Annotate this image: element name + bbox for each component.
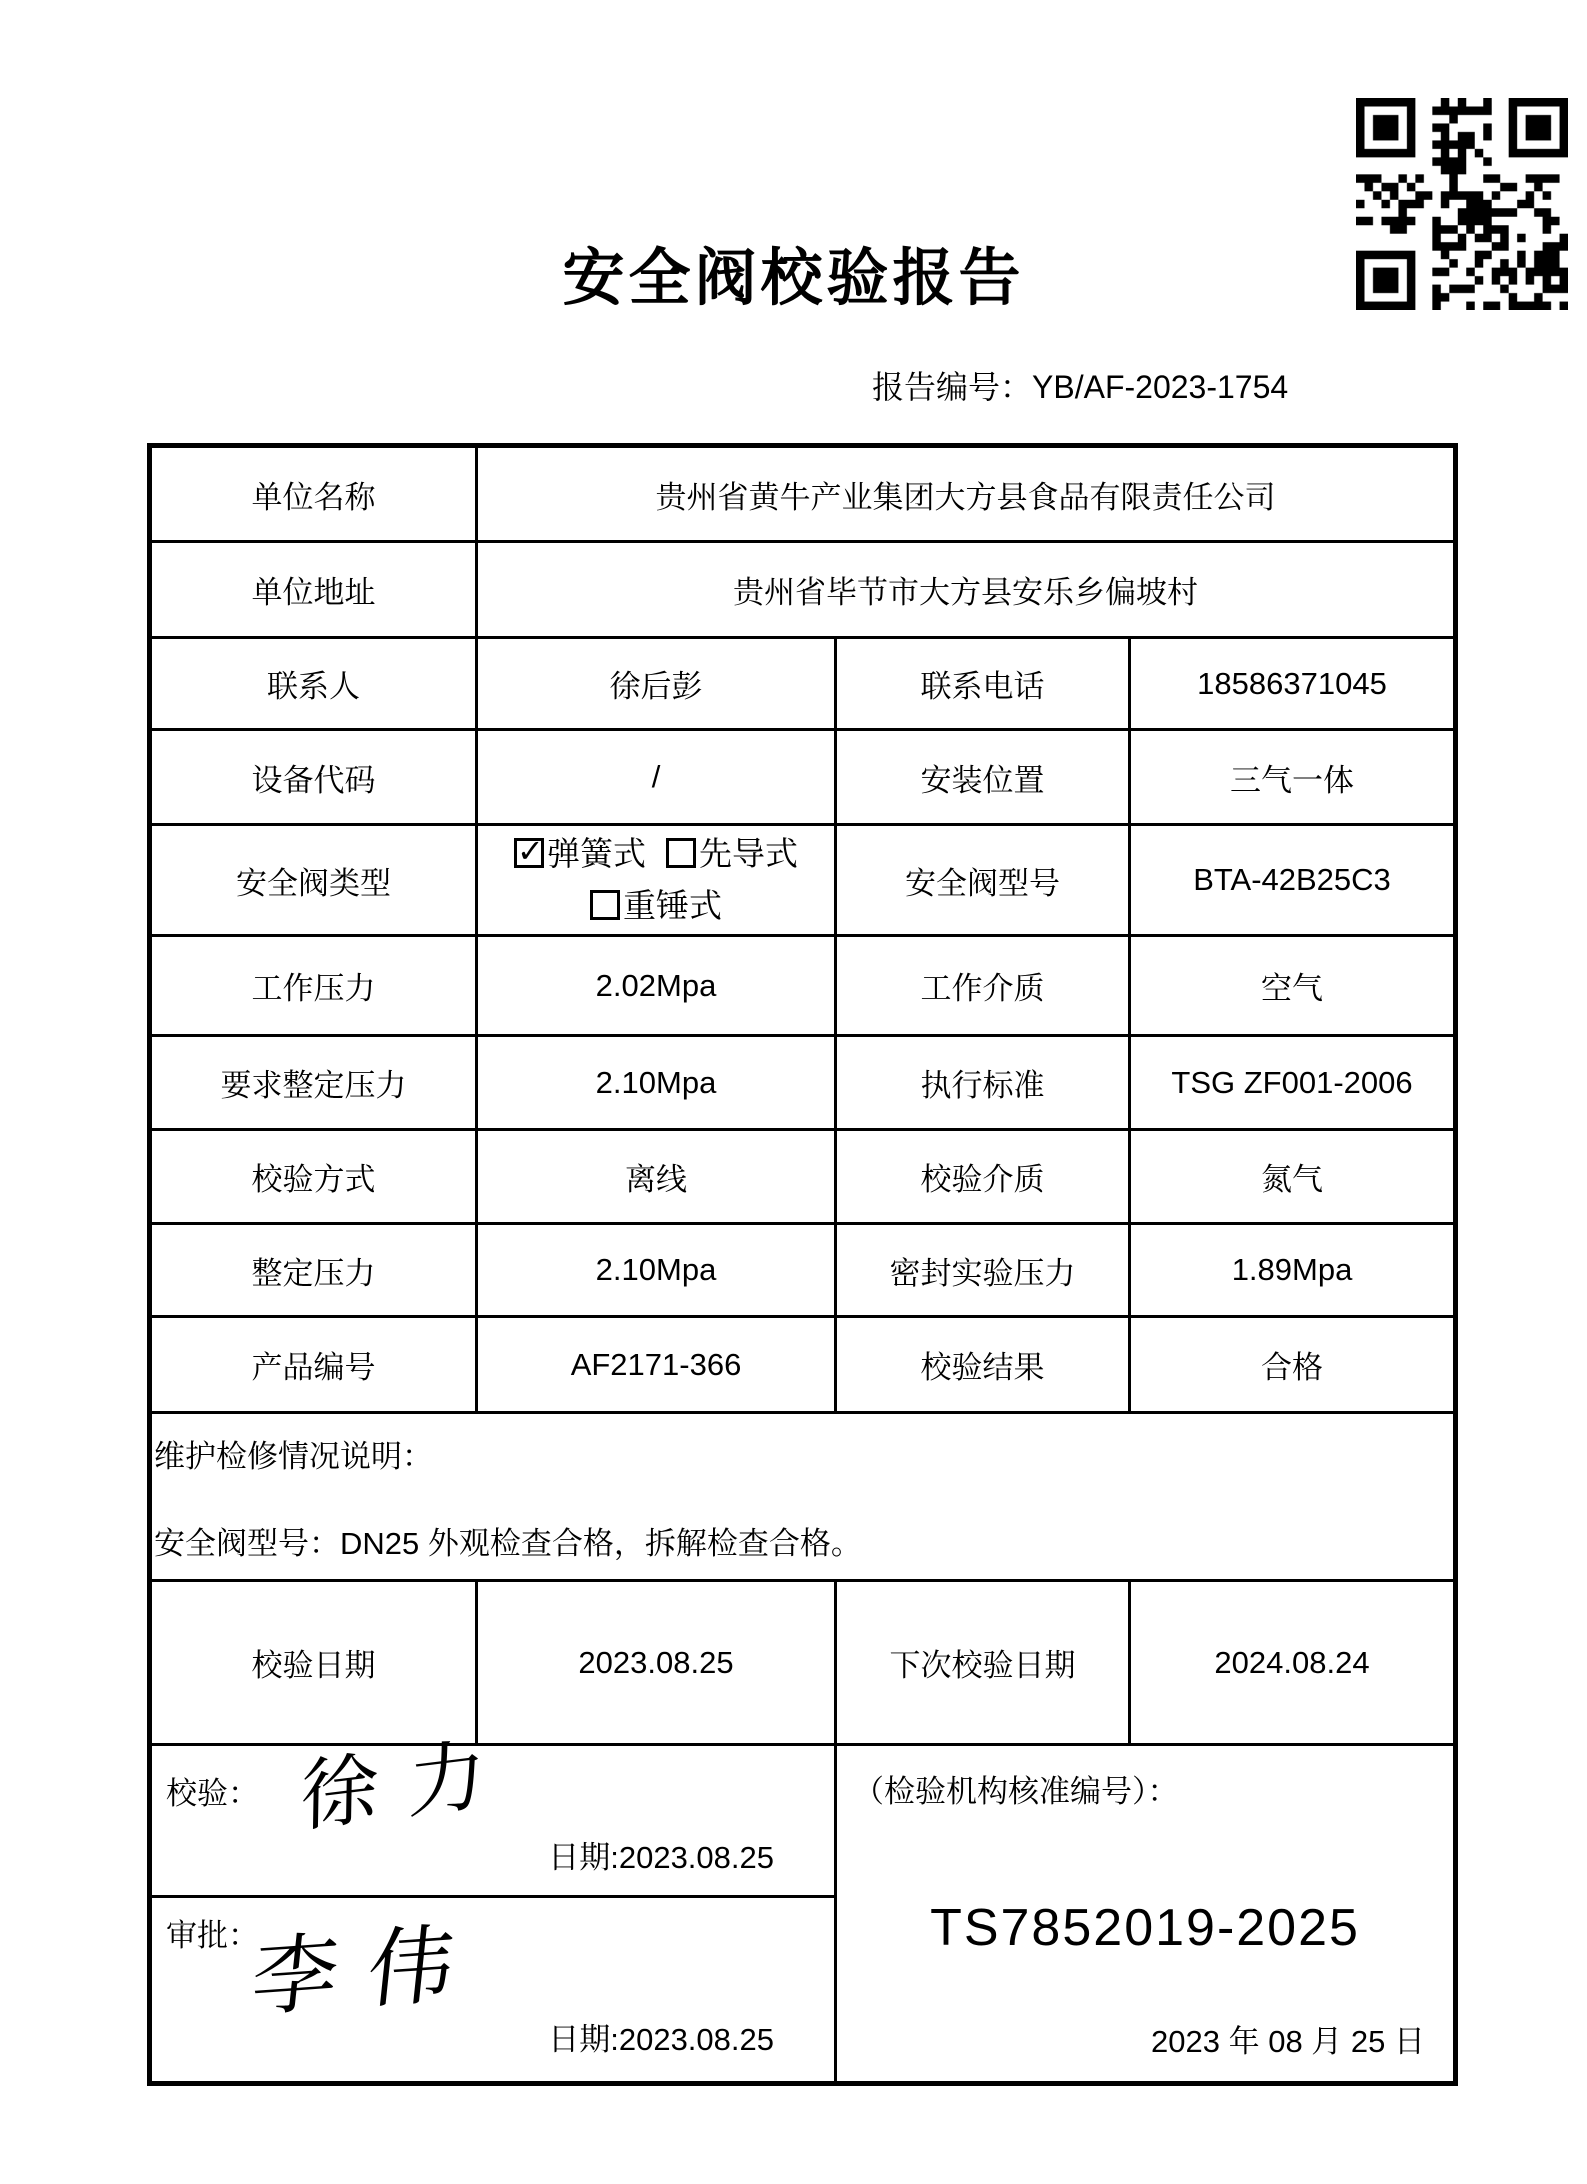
device-code-value: / [477,730,836,825]
valve-type-options [477,825,836,936]
seal-test-pressure-label: 密封实验压力 [836,1224,1130,1317]
row-product-no [150,1317,1456,1413]
checkbox-unchecked-icon [666,838,696,868]
calibration-medium-label: 校验介质 [836,1130,1130,1224]
calibration-result-label: 校验结果 [836,1317,1130,1413]
row-required-set-pressure [150,1036,1456,1130]
report-number [872,362,1288,408]
install-position-label: 安装位置 [836,730,1130,825]
report-table [147,443,1458,2086]
calibration-medium-value: 氮气 [1130,1130,1456,1224]
approver-label: 审批： [166,1918,259,1953]
valve-model-value: BTA-42B25C3 [1130,825,1456,936]
next-calibration-date-label: 下次校验日期 [836,1581,1130,1745]
valve-type-option-pilot: 先导式 [699,835,798,872]
working-medium-value: 空气 [1130,936,1456,1036]
approver-signature: 李伟 [247,1914,489,2028]
row-working-pressure [150,936,1456,1036]
valve-type-options-line1 [480,828,832,880]
calibrator-sign-cell [150,1727,836,1897]
report-number-label: 报告编号： [872,369,1033,405]
working-medium-label: 工作介质 [836,936,1130,1036]
valve-model-label: 安全阀型号 [836,825,1130,936]
calibration-date-label: 校验日期 [150,1581,477,1745]
valve-type-options-line2 [480,880,832,932]
product-no-value: AF2171-366 [477,1317,836,1413]
calibrator-signature: 徐力 [300,1727,516,1842]
row-device [150,730,1456,825]
install-position-value: 三气一体 [1130,730,1456,825]
row-calibration-date [150,1581,1456,1745]
required-set-pressure-label: 要求整定压力 [150,1036,477,1130]
valve-type-label: 安全阀类型 [150,825,477,936]
org-approval-label: （检验机构核准编号）： [853,1774,1179,1809]
org-approval-cell [836,1745,1456,2084]
maintenance-cell [150,1413,1456,1581]
row-calibrator-sign [150,1745,1456,1897]
required-set-pressure-value: 2.10Mpa [477,1036,836,1130]
org-approval-date: 2023 年 08 月 25 日 [1151,2024,1426,2059]
contact-person-value: 徐后彭 [477,638,836,730]
calibrator-label: 校验： [166,1776,259,1811]
approver-date: 日期:2023.08.25 [548,2022,774,2057]
working-pressure-label: 工作压力 [150,936,477,1036]
calibrator-date: 日期:2023.08.25 [548,1840,774,1875]
unit-address-label: 单位地址 [150,542,477,638]
set-pressure-label: 整定压力 [150,1224,477,1317]
maintenance-note: 安全阀型号：DN25 外观检查合格，拆解检查合格。 [154,1525,862,1561]
next-calibration-date-value: 2024.08.24 [1130,1581,1456,1745]
standard-value: TSG ZF001-2006 [1130,1036,1456,1130]
contact-person-label: 联系人 [150,638,477,730]
checkbox-unchecked-icon [590,890,620,920]
device-code-label: 设备代码 [150,730,477,825]
approver-sign-cell [150,1897,836,2084]
page-title: 安全阀校验报告 [562,245,1025,313]
unit-address-value: 贵州省毕节市大方县安乐乡偏坡村 [477,542,1456,638]
standard-label: 执行标准 [836,1036,1130,1130]
product-no-label: 产品编号 [150,1317,477,1413]
set-pressure-value: 2.10Mpa [477,1224,836,1317]
calibration-result-value: 合格 [1130,1317,1456,1413]
calibration-method-value: 离线 [477,1130,836,1224]
row-valve-type [150,825,1456,936]
maintenance-title: 维护检修情况说明： [154,1438,433,1474]
calibration-date-value: 2023.08.25 [477,1581,836,1745]
working-pressure-value: 2.02Mpa [477,936,836,1036]
unit-name-value: 贵州省黄牛产业集团大方县食品有限责任公司 [477,446,1456,542]
valve-type-option-spring: 弹簧式 [547,835,646,872]
check-mark-icon: ✓ [517,833,544,869]
calibration-method-label: 校验方式 [150,1130,477,1224]
contact-phone-label: 联系电话 [836,638,1130,730]
org-approval-number: TS7852019-2025 [930,1899,1360,1957]
row-set-pressure [150,1224,1456,1317]
row-calibration-method [150,1130,1456,1224]
row-contact [150,638,1456,730]
row-maintenance [150,1413,1456,1581]
contact-phone-value: 18586371045 [1130,638,1456,730]
unit-name-label: 单位名称 [150,446,477,542]
valve-type-option-weight: 重锤式 [623,887,722,924]
seal-test-pressure-value: 1.89Mpa [1130,1224,1456,1317]
checkbox-checked-icon [514,833,544,869]
report-number-value: YB/AF-2023-1754 [1032,369,1289,405]
row-unit-name [150,446,1456,542]
row-unit-address [150,542,1456,638]
